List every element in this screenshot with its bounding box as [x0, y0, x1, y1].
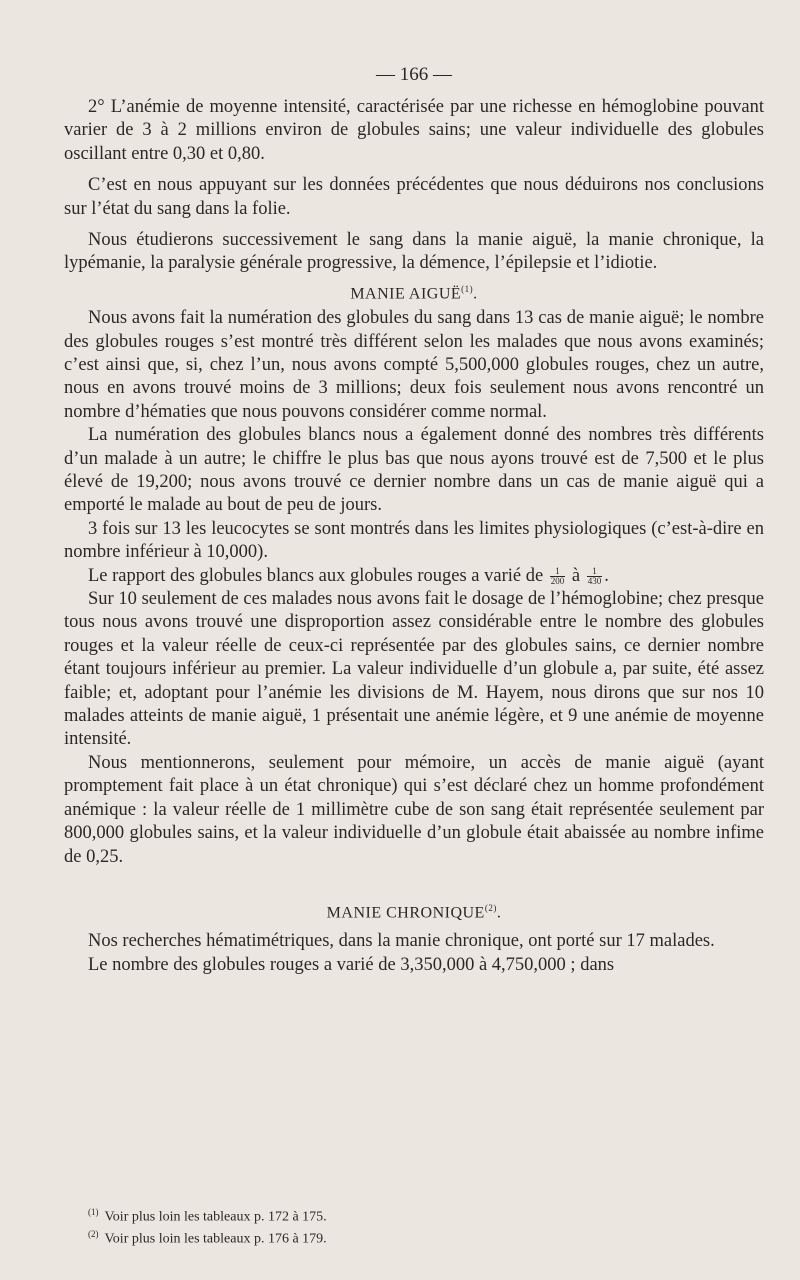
fraction-2-denominator: 430 — [587, 575, 602, 586]
paragraph-globules-rouges: Nous avons fait la numération des globules du sang dans 13 cas de manie aiguë; le nombre des globules rouges s’est montré très différent selon les malades que nous avons examinés; c’est ainsi que, si, chez l’un, nous avons compté 5,500,000 globules rouges, chez un autre, nous en avons trouvé moins de 3 millions; deux fois seulement nous avons rencontré un nombre d’hématies que nous pouvons considérer comme normal. — [64, 308, 764, 422]
paragraph-conclusions: C’est en nous appuyant sur les données précédentes que nous déduirons nos conclusions sur l’état du sang dans la folie. — [64, 175, 764, 219]
footnote-1 — [88, 1204, 688, 1226]
paragraph-acces-manie: Nous mentionnerons, seulement pour mémoire, un accès de manie aiguë (ayant promptement fait place à un état chronique) qui s’est déclaré chez un homme profondément anémique : la valeur réelle de 1 millimètre cube de son sang était représentée seulement par 800,000 globules sains, et la valeur individuelle d’un globule était abaissée au nombre infime de 0,25. — [64, 752, 764, 867]
page-number: — 166 — — [376, 64, 452, 85]
section-heading-manie-chronique: MANIE CHRONIQUE$^{(2)}$. — [326, 902, 502, 922]
paragraph-nombre-globules: Le nombre des globules rouges a varié de 3,350,000 à 4,750,000 ; dans — [88, 954, 615, 975]
section-heading-manie-aigue-label: MANIE AIGUË — [350, 285, 462, 303]
rapport-text-before: Le rapport des globules blancs aux globules rouges a varié de — [88, 565, 548, 586]
fraction-1-430 — [587, 567, 603, 586]
footnote-ref-2: (2) — [484, 902, 497, 913]
footnote-1-text: Voir plus loin les tableaux p. 172 à 175. — [104, 1209, 327, 1225]
section-heading-manie-aigue: MANIE AIGUË$^{(1)}$. — [350, 283, 478, 303]
paragraph-recherches: Nos recherches hématimétriques, dans la manie chronique, ont porté sur 17 malades. — [88, 931, 715, 952]
footnote-2-mark: (2) — [88, 1228, 99, 1239]
paragraph-hemoglobine: Sur 10 seulement de ces malades nous avons fait le dosage de l’hémoglobine; chez presque tous nous avons trouvé une disproportion assez considérable entre le nombre des globules rouges et la valeur réelle de ceux-ci représentée par des globules sains, ce dernier nombre étant toujours inférieur au premier. La valeur individuelle d’un globule a, par suite, été assez faible; et, adoptant pour l’anémie les divisions de M. Hayem, nous dirons que sur nos 10 malades atteints de manie aiguë, 1 présentait une anémie légère, et 9 une anémie de moyenne intensité. — [64, 589, 764, 750]
footnote-2 — [88, 1226, 688, 1248]
paragraph-rapport — [64, 565, 764, 588]
footnote-ref-1: (1) — [461, 283, 474, 294]
rapport-text-after: . — [604, 565, 609, 586]
paragraph-anemie-moyenne: 2° L’anémie de moyenne intensité, caractérisée par une richesse en hémoglobine pouvant varier de 3 à 2 millions environ de globules sains; une valeur individuelle des globules oscillant entre 0,30 et 0,80. — [64, 97, 764, 164]
paragraph-globules-blancs: La numération des globules blancs nous a également donné des nombres très différents d’un malade à un autre; le chiffre le plus bas que nous ayons trouvé est de 7,500 et le plus élevé de 19,200; nous avons trouvé ce dernier nombre dans un cas de manie aiguë qui a emporté le malade au bout de peu de jours. — [64, 425, 764, 516]
footnote-2-text: Voir plus loin les tableaux p. 176 à 179. — [104, 1231, 327, 1247]
fraction-1-200 — [550, 567, 566, 586]
section-heading-manie-chronique-label: MANIE CHRONIQUE — [326, 904, 485, 922]
paragraph-plan: Nous étudierons successivement le sang dans la manie aiguë, la manie chronique, la lypémanie, la paralysie générale progressive, la démence, l’épilepsie et l’idiotie. — [64, 230, 764, 274]
page-content — [64, 60, 764, 977]
paragraph-leucocytes: 3 fois sur 13 les leucocytes se sont montrés dans les limites physiologiques (c’est-à-dire en nombre inférieur à 10,000). — [64, 518, 764, 563]
footnotes — [88, 1204, 688, 1247]
fraction-1-numerator: 1 — [550, 567, 566, 577]
fraction-1-denominator: 200 — [550, 575, 565, 586]
fraction-2-numerator: 1 — [587, 567, 603, 577]
footnote-1-mark: (1) — [88, 1207, 99, 1217]
rapport-text-mid: à — [567, 565, 585, 586]
